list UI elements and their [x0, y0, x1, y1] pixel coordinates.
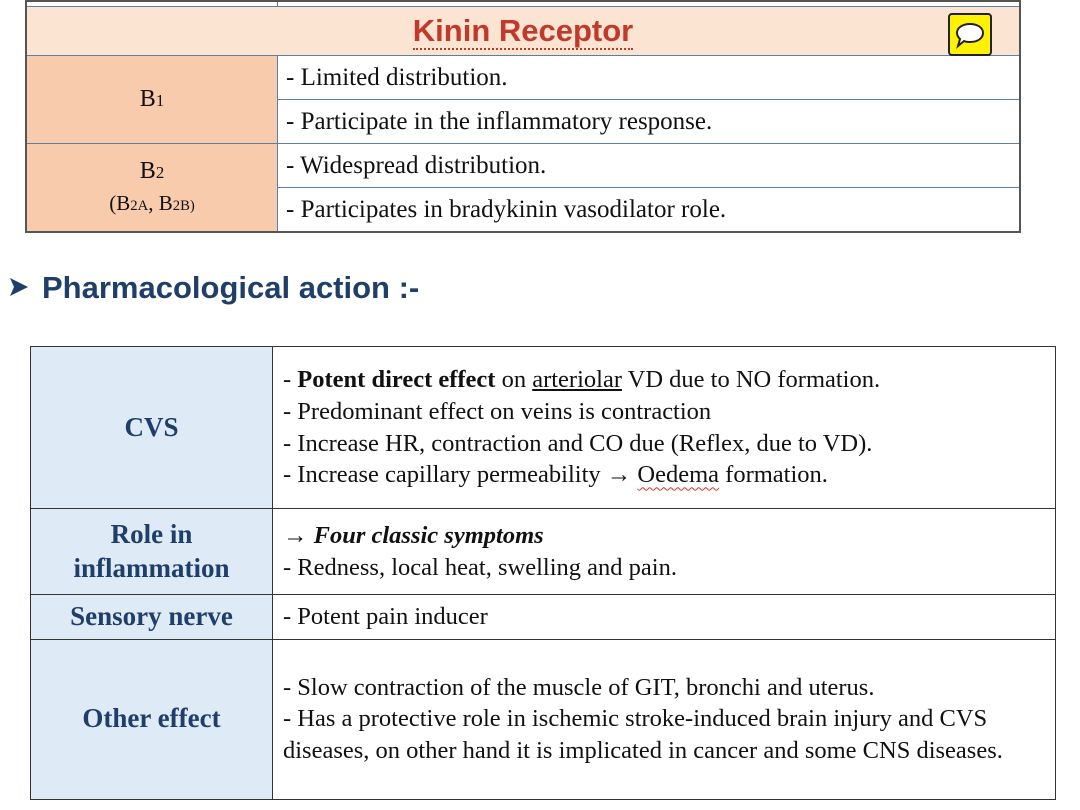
inflammation-label: Role in inflammation	[31, 509, 273, 595]
receptor-b1-item: - Participate in the inflammatory response.	[278, 100, 1021, 144]
sensory-nerve-label: Sensory nerve	[31, 595, 273, 640]
cvs-label: CVS	[31, 347, 273, 509]
table-row	[31, 595, 1056, 640]
cvs-content: - Potent direct effect on arteriolar VD due to NO formation. - Predominant effect on veins is contraction - Increase HR, contraction and CO due (Reflex, due to VD). - Increase capillary permeability → Oedema formation.	[273, 347, 1056, 509]
comment-icon[interactable]	[948, 13, 992, 56]
kinin-receptor-table	[25, 0, 1021, 233]
table-row	[26, 56, 1020, 100]
inflammation-content: → Four classic symptoms - Redness, local heat, swelling and pain.	[273, 509, 1056, 595]
pharmacological-action-table	[30, 346, 1056, 800]
section-heading: Pharmacological action :-	[8, 270, 419, 306]
kinin-table-title	[26, 7, 1020, 56]
table-row	[31, 347, 1056, 509]
other-effect-label: Other effect	[31, 639, 273, 799]
kinin-title-text: Kinin Receptor	[412, 13, 634, 48]
other-effect-content: - Slow contraction of the muscle of GIT, bronchi and uterus. - Has a protective role in ischemic stroke-induced brain injury and CVS diseases, on other hand it is implicated in cancer and some CNS diseases.	[273, 639, 1056, 799]
receptor-b1-item: - Limited distribution.	[278, 56, 1021, 100]
table-row	[26, 7, 1020, 56]
receptor-b2-item: - Widespread distribution.	[278, 144, 1021, 188]
table-row	[26, 144, 1020, 188]
table-row	[31, 509, 1056, 595]
receptor-b2-item: - Participates in bradykinin vasodilator role.	[278, 188, 1021, 233]
sensory-nerve-content: - Potent pain inducer	[273, 595, 1056, 640]
table-row	[31, 639, 1056, 799]
receptor-b2-cell: B2 (B2A, B2B)	[26, 144, 278, 233]
receptor-b1-cell: B1	[26, 56, 278, 144]
speech-bubble-icon	[954, 21, 986, 49]
bullet-arrow-icon	[8, 270, 42, 306]
